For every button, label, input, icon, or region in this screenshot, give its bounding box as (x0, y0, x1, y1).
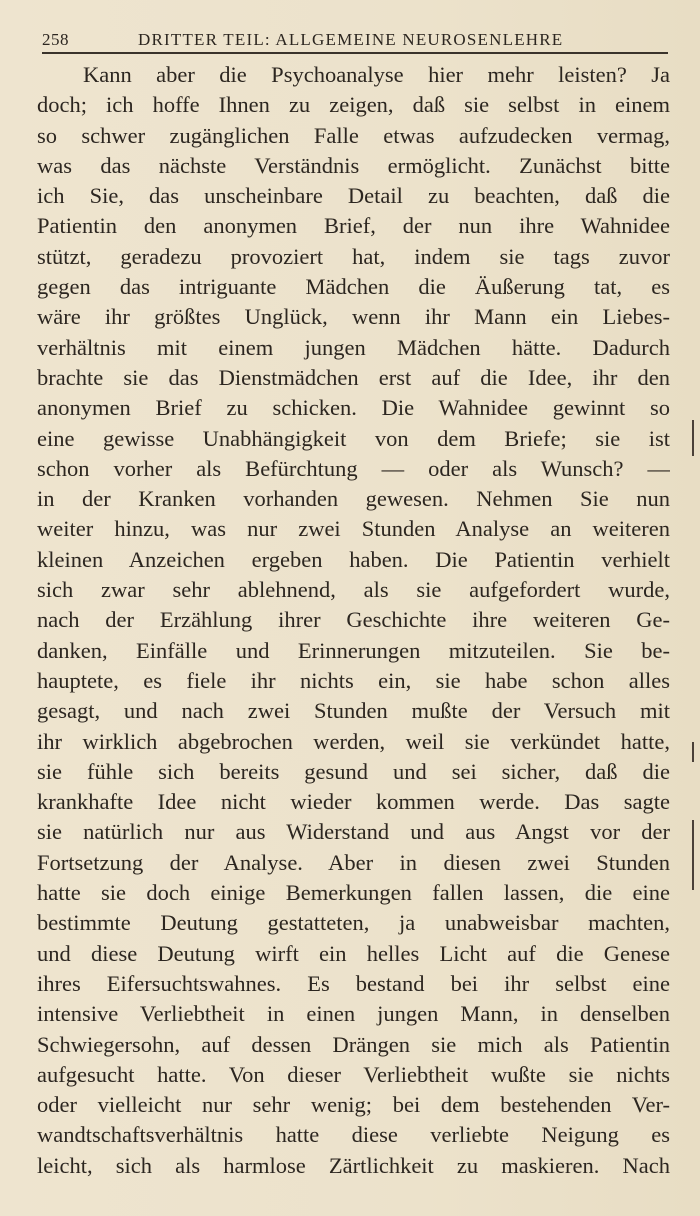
text-line: ihres Eifersuchtswahnes. Es bestand bei ihr selbst eine (37, 970, 670, 996)
text-line: doch; ich hoffe Ihnen zu zeigen, daß sie selbst in einem (37, 92, 670, 118)
text-line: in der Kranken vorhanden gewesen. Nehmen Sie nun (37, 486, 670, 512)
text-line: wäre ihr größtes Unglück, wenn ihr Mann ein Liebes- (37, 304, 670, 330)
running-head (42, 28, 668, 54)
text-line: Fortsetzung der Analyse. Aber in diesen zwei Stunden (37, 849, 670, 875)
text-line: ihr wirklich abgebrochen werden, weil sie verkündet hatte, (37, 728, 670, 754)
text-line: stützt, geradezu provoziert hat, indem sie tags zuvor (37, 243, 670, 269)
section-title: DRITTER TEIL: ALLGEMEINE NEUROSENLEHRE (138, 30, 564, 49)
text-line: was das nächste Verständnis ermöglicht. Zunächst bitte (37, 152, 670, 178)
page-number: 258 (42, 30, 69, 49)
text-line: aufgesucht hatte. Von dieser Verliebtheit wußte sie nichts (37, 1061, 670, 1087)
text-line: kleinen Anzeichen ergeben haben. Die Patientin verhielt (37, 546, 670, 572)
text-line: verhältnis mit einem jungen Mädchen hätte. Dadurch (37, 334, 670, 360)
text-line: Kann aber die Psychoanalyse hier mehr leisten? Ja (83, 62, 670, 87)
text-line: krankhafte Idee nicht wieder kommen werde. Das sagte (37, 789, 670, 815)
text-line: Patientin den anonymen Brief, der nun ihre Wahnidee (37, 213, 670, 239)
text-line: anonymen Brief zu schicken. Die Wahnidee gewinnt so (37, 395, 670, 421)
text-line: intensive Verliebtheit in einen jungen Mann, in denselben (37, 1001, 670, 1027)
text-line: oder vielleicht nur sehr wenig; bei dem bestehenden Ver- (37, 1092, 670, 1118)
text-line: hatte sie doch einige Bemerkungen fallen lassen, die eine (37, 880, 670, 906)
body-text (37, 60, 670, 1181)
text-line: sie fühle sich bereits gesund und sei sicher, daß die (37, 758, 670, 784)
text-line: so schwer zugänglichen Falle etwas aufzudecken vermag, (37, 122, 670, 148)
text-line: gegen das intriguante Mädchen die Äußerung tat, es (37, 274, 670, 300)
text-line: schon vorher als Befürchtung — oder als Wunsch? — (37, 455, 670, 481)
text-line: ich Sie, das unscheinbare Detail zu beachten, daß die (37, 183, 670, 209)
text-line: Schwiegersohn, auf dessen Drängen sie mich als Patientin (37, 1031, 670, 1057)
text-line: wandtschaftsverhältnis hatte diese verliebte Neigung es (37, 1122, 670, 1148)
text-line: und diese Deutung wirft ein helles Licht auf die Genese (37, 940, 670, 966)
text-line: bestimmte Deutung gestatteten, ja unabweisbar machten, (37, 910, 670, 936)
text-line: nach der Erzählung ihrer Geschichte ihre weiteren Ge- (37, 607, 670, 633)
text-line: weiter hinzu, was nur zwei Stunden Analyse an weiteren (37, 516, 670, 542)
text-line: brachte sie das Dienstmädchen erst auf die Idee, ihr den (37, 364, 670, 390)
page-edge-mark (692, 742, 694, 762)
text-line: sie natürlich nur aus Widerstand und aus Angst vor der (37, 819, 670, 845)
text-line: hauptete, es fiele ihr nichts ein, sie habe schon alles (37, 667, 670, 693)
page-edge-mark (692, 820, 694, 890)
text-line: gesagt, und nach zwei Stunden mußte der Versuch mit (37, 698, 670, 724)
text-line: danken, Einfälle und Erinnerungen mitzuteilen. Sie be- (37, 637, 670, 663)
text-line: leicht, sich als harmlose Zärtlichkeit zu maskieren. Nach (37, 1152, 670, 1178)
text-line: eine gewisse Unabhängigkeit von dem Briefe; sie ist (37, 425, 670, 451)
page-edge-mark (692, 420, 694, 456)
text-line: sich zwar sehr ablehnend, als sie aufgefordert wurde, (37, 577, 670, 603)
